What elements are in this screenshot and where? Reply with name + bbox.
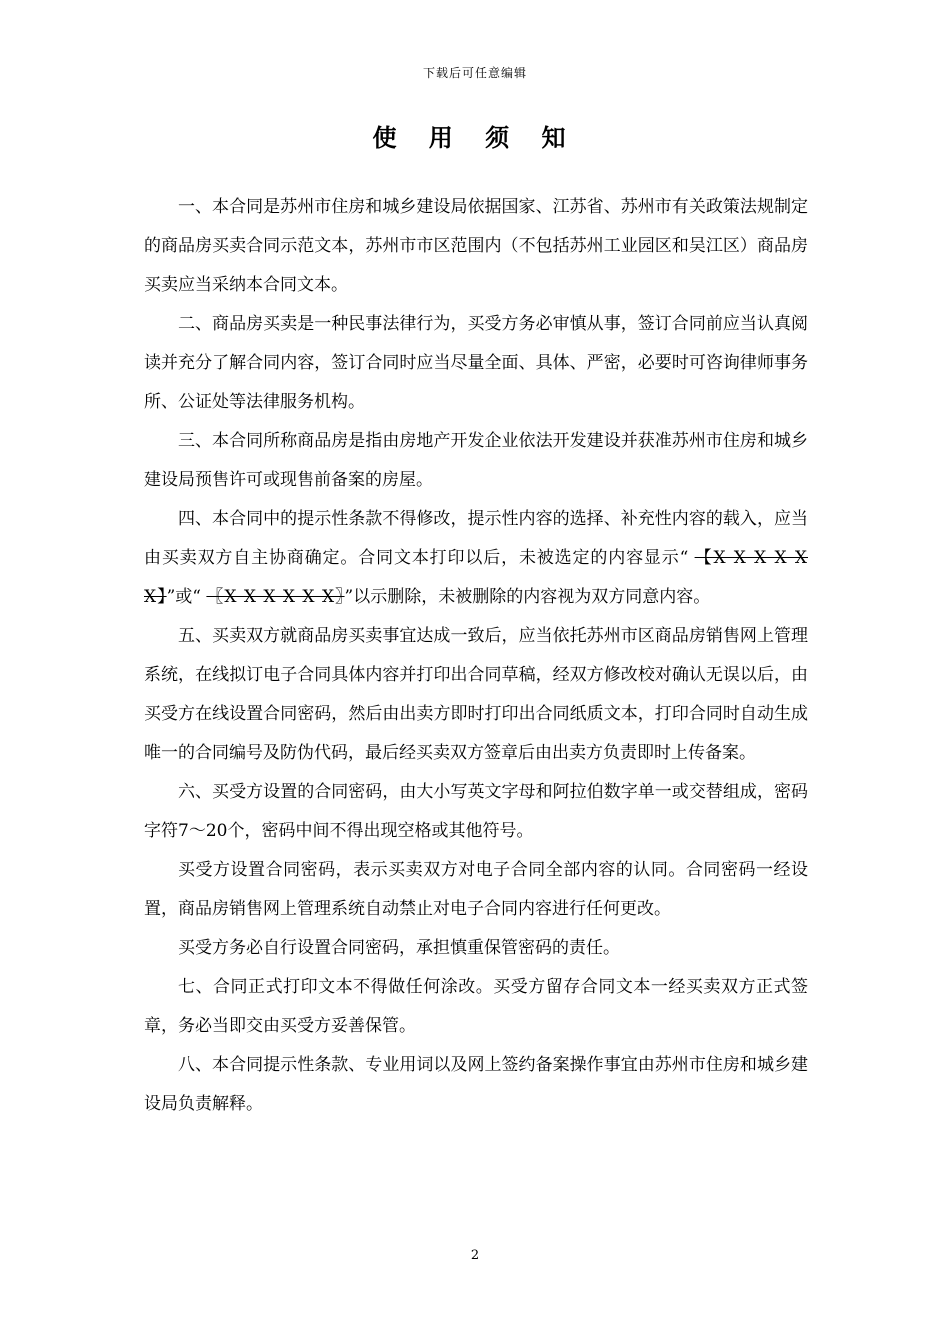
page-number: 2 — [470, 1248, 480, 1263]
header-note: 下载后可任意编辑 — [422, 66, 527, 80]
paragraph-3: 三、本合同所称商品房是指由房地产开发企业依法开发建设并获准苏州市住房和城乡建设局预售许可或现售前备案的房屋。 — [144, 431, 808, 490]
paragraph-4-before: 四、本合同中的提示性条款不得修改，提示性内容的选择、补充性内容的载入，应当由买卖双方自主协商确定。合同文本打印以后，未被选定的内容显示“ — [144, 509, 808, 568]
page-title: 使 用 须 知 — [372, 124, 578, 152]
paragraph-5: 五、买卖双方就商品房买卖事宜达成一致后，应当依托苏州市区商品房销售网上管理系统，在线拟订电子合同具体内容并打印出合同草稿，经双方修改校对确认无误以后，由买受方在线设置合同密码，然后由出卖方即时打印出合同纸质文本，打印合同时自动生成唯一的合同编号及防伪代码，最后经买卖双方签章后由出卖方负责即时上传备案。 — [144, 626, 808, 763]
paragraph-4 — [144, 500, 808, 617]
paragraph-6-password-note: 买受方设置合同密码，表示买卖双方对电子合同全部内容的认同。合同密码一经设置，商品房销售网上管理系统自动禁止对电子合同内容进行任何更改。 — [144, 860, 808, 919]
paragraph-7: 七、合同正式打印文本不得做任何涂改。买受方留存合同文本一经买卖双方正式签章，务必当即交由买受方妥善保管。 — [144, 977, 808, 1036]
paragraph-6-password-duty: 买受方务必自行设置合同密码，承担慎重保管密码的责任。 — [178, 938, 620, 958]
strikethrough-sample-2: 〖X X X X X X〗 — [206, 587, 345, 607]
notice-body — [144, 188, 808, 1124]
paragraph-1: 一、本合同是苏州市住房和城乡建设局依据国家、江苏省、苏州市有关政策法规制定的商品房买卖合同示范文本，苏州市市区范围内（不包括苏州工业园区和吴江区）商品房买卖应当采纳本合同文本。 — [144, 197, 808, 295]
paragraph-8: 八、本合同提示性条款、专业用词以及网上签约备案操作事宜由苏州市住房和城乡建设局负责解释。 — [144, 1055, 808, 1114]
paragraph-2: 二、商品房买卖是一种民事法律行为，买受方务必审慎从事，签订合同前应当认真阅读并充分了解合同内容，签订合同时应当尽量全面、具体、严密，必要时可咨询律师事务所、公证处等法律服务机构。 — [144, 314, 808, 412]
paragraph-6: 六、买受方设置的合同密码，由大小写英文字母和阿拉伯数字单一或交替组成，密码字符7～20个，密码中间不得出现空格或其他符号。 — [144, 782, 808, 841]
strikethrough-sample-1: 【X X X X X X】 — [144, 548, 808, 607]
paragraph-4-after: ”以示删除，未被删除的内容视为双方同意内容。 — [344, 587, 711, 607]
paragraph-4-middle: ”或“ — [166, 587, 207, 607]
